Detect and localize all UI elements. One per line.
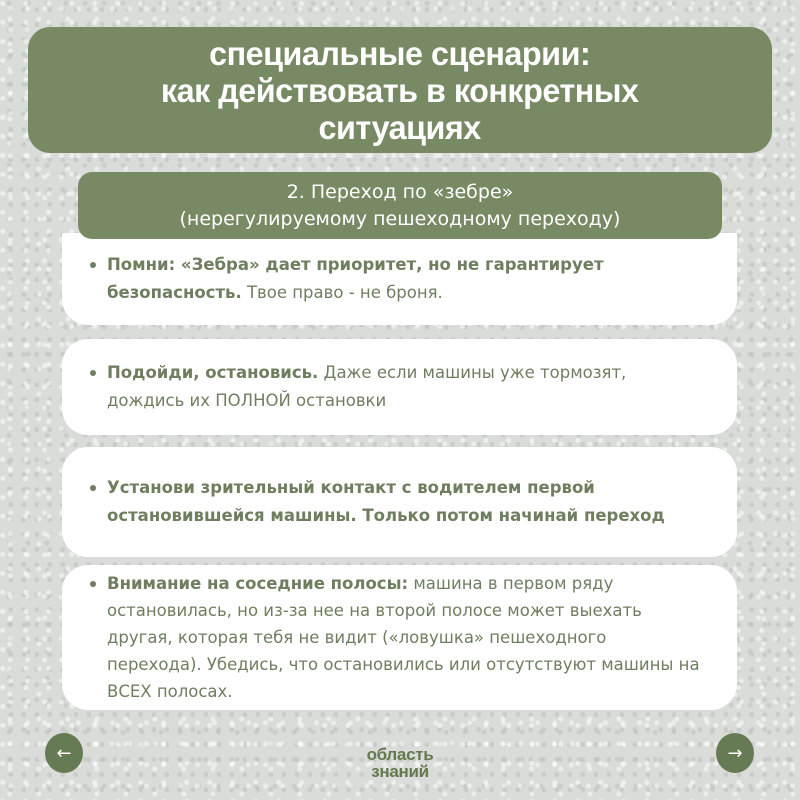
section-header: [78, 172, 722, 239]
tip-bold-text: Помни: «Зебра» дает приоритет, но не гарантирует безопасность.: [107, 255, 604, 302]
tip-text: [90, 570, 703, 705]
page-title: [161, 35, 639, 146]
tip-bold-text: Внимание на соседние полосы:: [107, 574, 409, 593]
bullet-icon: [90, 581, 96, 587]
arrow-right-icon: →: [727, 742, 743, 764]
section-title-line-1: 2. Переход по «зебре»: [286, 180, 514, 203]
tip-text: [90, 474, 703, 530]
section-title: [180, 179, 621, 233]
tip-regular-text: машина в первом ряду остановилась, но из-за нее на второй полосе может выехать другая, которая тебя не видит («ловушка» пешеходного перехода). Убедись, что остановились или отсутствуют машины на ВСЕХ полосах.: [107, 574, 700, 701]
tip-regular-text: Твое право - не броня.: [241, 283, 443, 302]
section-title-line-2: (нерегулируемому пешеходному переходу): [179, 207, 621, 230]
title-banner: [28, 27, 772, 153]
title-line-1: специальные сценарии:: [209, 34, 591, 72]
arrow-left-icon: ←: [56, 742, 72, 764]
tip-regular-text: Даже если машины уже тормозят, дождись их ПОЛНОЙ остановки: [107, 363, 627, 410]
next-slide-button[interactable]: [716, 733, 754, 773]
title-line-2: как действовать в конкретных: [161, 71, 639, 109]
bullet-icon: [90, 262, 96, 268]
bullet-icon: [90, 485, 96, 491]
brand-logo: [330, 746, 470, 780]
tip-text: [90, 251, 703, 307]
logo-line-2: знаний: [371, 762, 429, 781]
previous-slide-button[interactable]: [45, 733, 83, 773]
tip-bold-text: Подойди, остановись.: [107, 363, 319, 382]
tip-card-4: [62, 565, 737, 710]
title-line-3: ситуациях: [318, 108, 482, 146]
tip-card-1: [62, 233, 737, 325]
tip-text: [90, 359, 703, 415]
logo-line-1: область: [366, 745, 434, 764]
tip-bold-text: Установи зрительный контакт с водителем первой остановившейся машины. Только потом начинай переход: [107, 478, 665, 525]
tip-card-3: [62, 447, 737, 557]
tip-card-2: [62, 339, 737, 435]
bullet-icon: [90, 370, 96, 376]
